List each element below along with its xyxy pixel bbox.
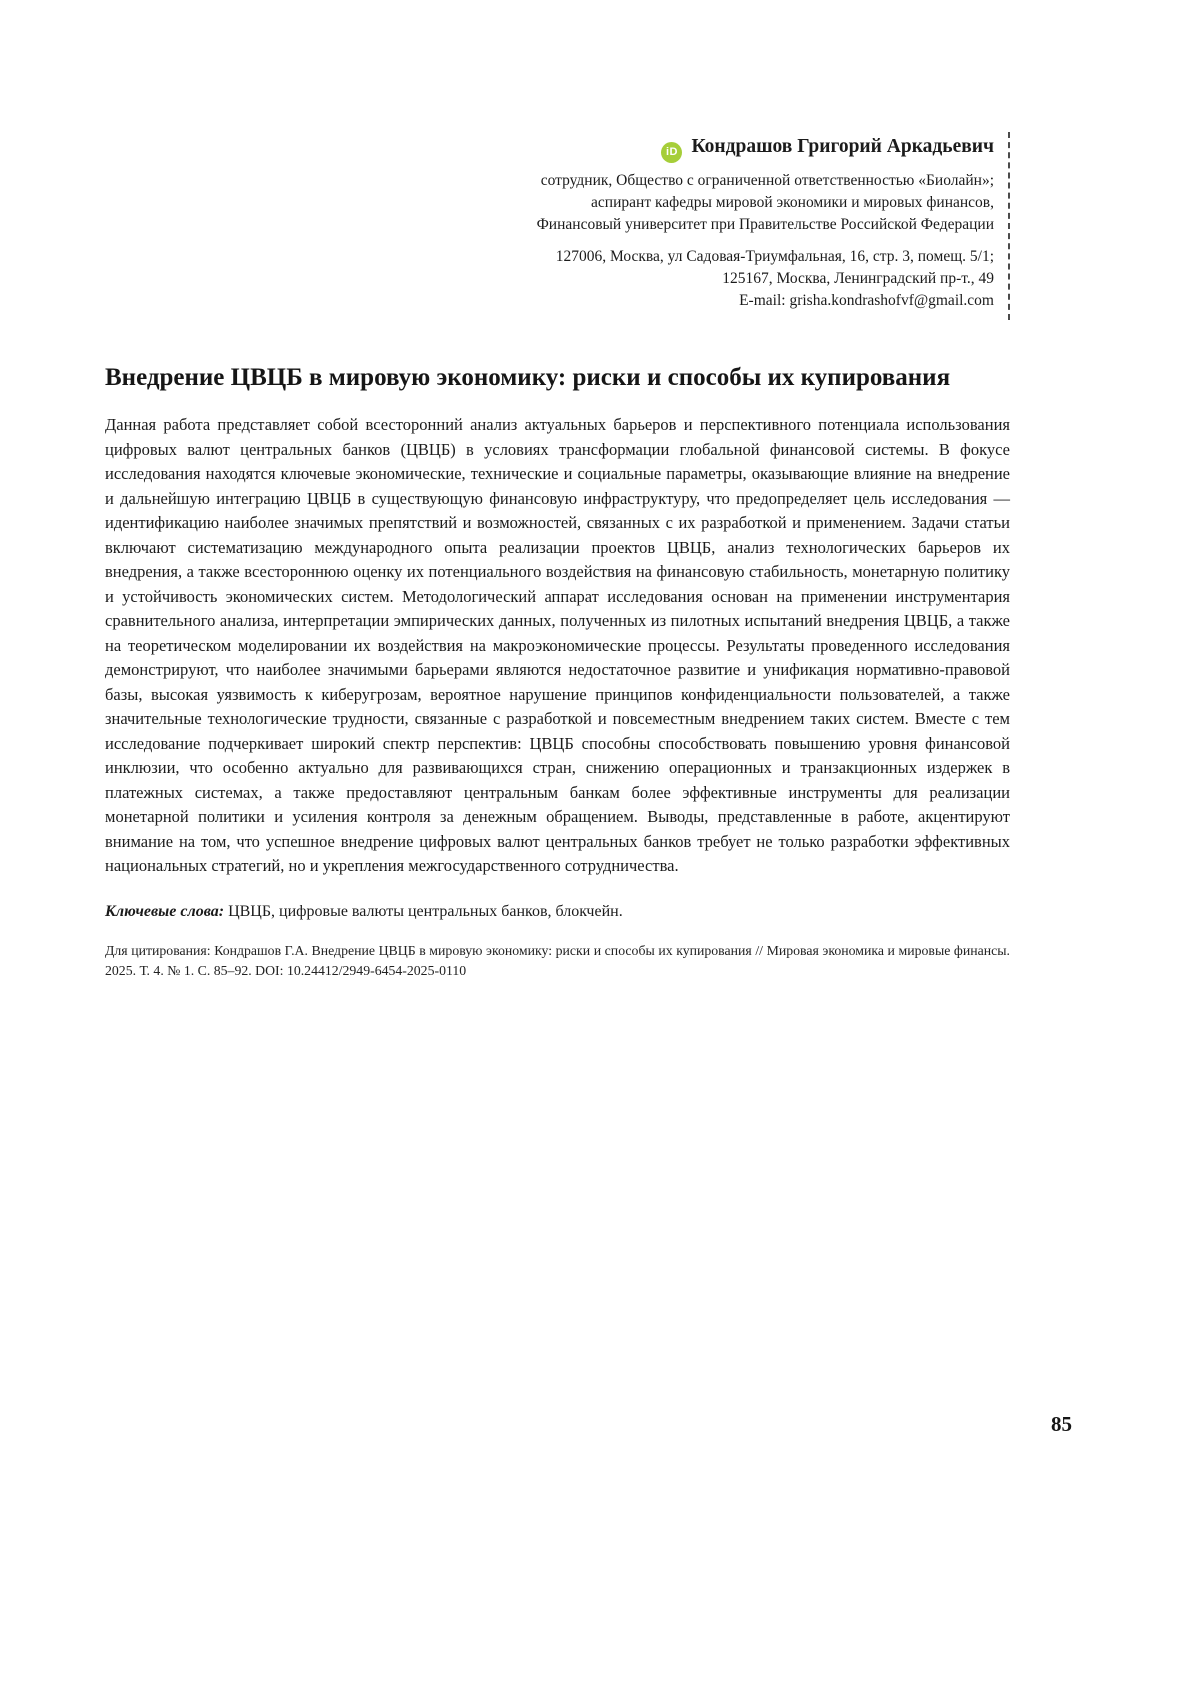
address-line: 125167, Москва, Ленинградский пр-т., 49 [722,270,994,287]
abstract-text: Данная работа представляет собой всесторонний анализ актуальных барьеров и перспективного потенциала использования цифровых валют центральных банков (ЦВЦБ) в условиях трансформации глобальной финансовой системы. В фокусе исследования находятся ключевые экономические, технические и социальные параметры, оказывающие влияние на внедрение и дальнейшую интеграцию ЦВЦБ в существующую финансовую инфраструктуру, что предопределяет цель исследования — идентификацию наиболее значимых препятствий и возможностей, связанных с их разработкой и применением. Задачи статьи включают систематизацию международного опыта реализации проектов ЦВЦБ, анализ технологических барьеров их внедрения, а также всестороннюю оценку их потенциального воздействия на финансовую стабильность, монетарную политику и устойчивость экономических систем. Методологический аппарат исследования основан на применении инструментария сравнительного анализа, интерпретации эмпирических данных, полученных из пилотных испытаний внедрения ЦВЦБ, а также на теоретическом моделировании их воздействия на макроэкономические процессы. Результаты проведенного исследования демонстрируют, что наиболее значимыми барьерами являются недостаточное развитие и унификация нормативно-правовой базы, высокая уязвимость к киберугрозам, вероятное нарушение принципов конфиденциальности пользователей, а также значительные технологические трудности, связанные с разработкой и повсеместным внедрением таких систем. Вместе с тем исследование подчеркивает широкий спектр перспектив: ЦВЦБ способны способствовать повышению уровня финансовой инклюзии, что особенно актуально для развивающихся стран, снижению операционных и транзакционных издержек в платежных системах, а также предоставляют центральным банкам более эффективные инструменты для реализации монетарной политики и усиления контроля за денежным обращением. Выводы, представленные в работе, акцентируют внимание на том, что успешное внедрение цифровых валют центральных банков требует не только разработки эффективных национальных стратегий, но и укрепления межгосударственного сотрудничества. [105,415,1010,875]
affiliation-line: аспирант кафедры мировой экономики и мировых финансов, [591,194,994,211]
page-number: 85 [1051,1412,1072,1436]
address-line: 127006, Москва, ул Садовая-Триумфальная, 16, стр. 3, помещ. 5/1; [555,248,994,265]
keywords-label: Ключевые слова: [105,902,225,920]
article-title: Внедрение ЦВЦБ в мировую экономику: риски и способы их купирования [105,364,951,391]
keywords-text: ЦВЦБ, цифровые валюты центральных банков, блокчейн. [228,902,623,920]
author-name-line [105,134,994,163]
citation-label: Для цитирования: [105,942,211,958]
citation-line [105,941,1010,981]
author-name: Кондрашов Григорий Аркадьевич [691,136,994,157]
author-block [105,132,1010,320]
keywords-line [105,901,1010,923]
affiliation-line: сотрудник, Общество с ограниченной ответственностью «Биолайн»; [540,172,994,189]
citation-text: Кондрашов Г.А. Внедрение ЦВЦБ в мировую экономику: риски и способы их купирования // Мировая экономика и мировые финансы. 2025. Т. 4. № 1. С. 85–92. DOI: 10.24412/2949-6454-2025-0110 [105,942,1010,978]
orcid-icon: iD [661,142,682,163]
affiliation-line: Финансовый университет при Правительстве Российской Федерации [536,216,994,233]
addresses [105,246,994,312]
affiliations [105,170,994,236]
email-line: E-mail: grisha.kondrashofvf@gmail.com [739,292,994,309]
